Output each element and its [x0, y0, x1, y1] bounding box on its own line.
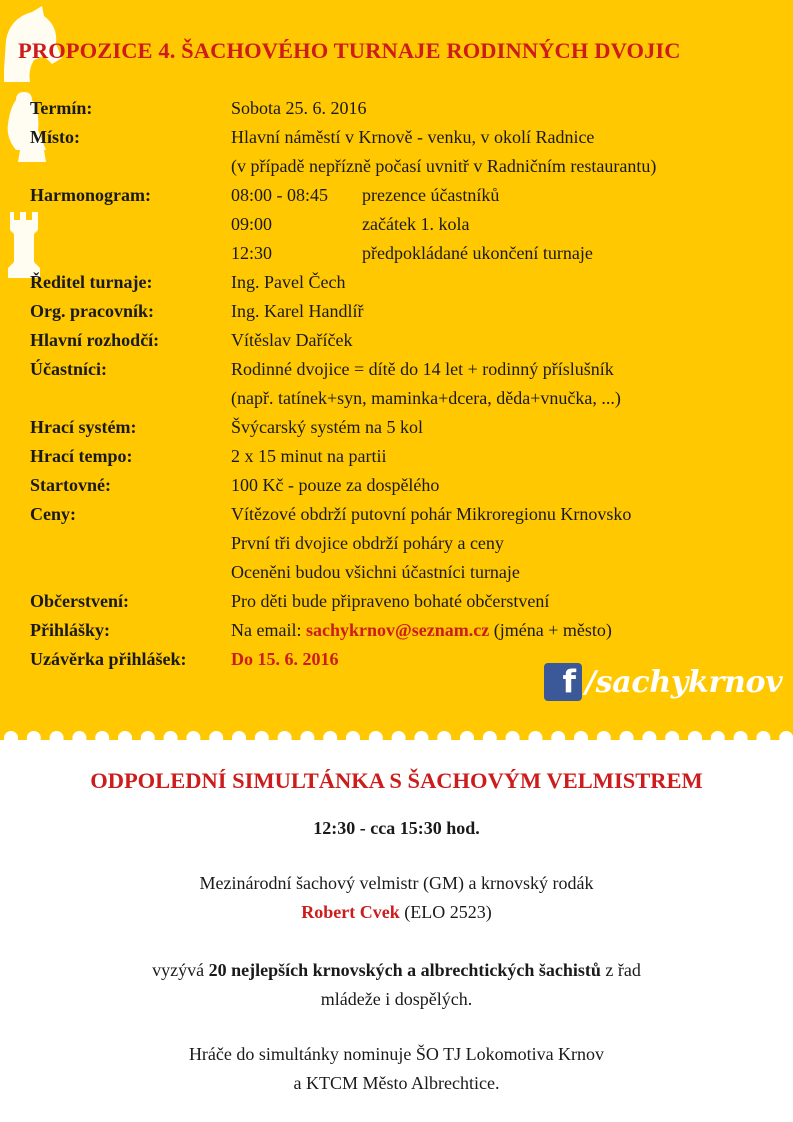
value-org: Ing. Karel Handlíř	[231, 301, 364, 321]
facebook-handle: /sachykrnov	[585, 664, 783, 700]
value-ceny-2: První tři dvojice obdrží poháry a ceny	[231, 533, 504, 553]
gm-name: Robert Cvek	[301, 902, 400, 922]
scallop-dot	[50, 731, 64, 745]
schedule-time: 12:30	[231, 243, 273, 263]
row-termin	[30, 94, 785, 123]
schedule-text: předpokládané ukončení turnaje	[362, 243, 593, 263]
scallop-dot	[734, 731, 748, 745]
value-misto-1: Hlavní náměstí v Krnově - venku, v okolí Radnice	[231, 127, 595, 147]
row-org	[30, 297, 785, 326]
scallop-dot	[4, 731, 18, 745]
simul-nominate-1: Hráče do simultánky nominuje ŠO TJ Lokomotiva Krnov	[188, 1044, 605, 1064]
schedule-time: 08:00 - 08:45	[231, 185, 328, 205]
scallop-dot	[392, 731, 406, 745]
label-obcerstveni: Občerstvení:	[30, 591, 129, 611]
value-startovne: 100 Kč - pouze za dospělého	[231, 475, 440, 495]
simul-gm	[0, 902, 793, 923]
scallop-dot	[574, 731, 588, 745]
call-pre: vyzývá	[152, 960, 209, 980]
row-prihlasky	[30, 616, 785, 645]
simul-nominate-2: a KTCM Město Albrechtice.	[293, 1073, 500, 1093]
value-ucastnici-1: Rodinné dvojice = dítě do 14 let + rodinný příslušník	[231, 359, 614, 379]
value-prihlasky	[231, 616, 785, 645]
scallop-dot	[665, 731, 679, 745]
label-system: Hrací systém:	[30, 417, 137, 437]
scallop-dot	[323, 731, 337, 745]
value-termin: Sobota 25. 6. 2016	[231, 98, 367, 118]
call-bold-1: 20 nejlepších krnovských a albrechtických	[208, 960, 539, 980]
simul-time: 12:30 - cca 15:30 hod.	[313, 818, 480, 838]
label-termin: Termín:	[30, 98, 93, 118]
value-tempo: 2 x 15 minut na partii	[231, 446, 387, 466]
tournament-details	[30, 94, 785, 674]
facebook-icon: f	[544, 663, 582, 701]
email-link[interactable]: sachykrnov@seznam.cz	[305, 620, 490, 640]
scallop-dot	[346, 731, 360, 745]
schedule-item	[231, 239, 785, 268]
scallop-dot	[72, 731, 86, 745]
value-ceny-3: Oceněni budou všichni účastníci turnaje	[231, 562, 520, 582]
facebook-link[interactable]	[544, 663, 782, 701]
scallop-dot	[620, 731, 634, 745]
row-misto	[30, 123, 785, 181]
label-ceny: Ceny:	[30, 504, 76, 524]
label-harmonogram: Harmonogram:	[30, 185, 151, 205]
row-tempo	[30, 442, 785, 471]
call-bold-2: šachistů	[538, 960, 601, 980]
scallop-dot	[95, 731, 109, 745]
scallop-dot	[232, 731, 246, 745]
row-system	[30, 413, 785, 442]
scallop-dot	[369, 731, 383, 745]
scalloped-border	[0, 726, 793, 754]
scallop-dot	[711, 731, 725, 745]
scallop-dot	[209, 731, 223, 745]
schedule-item	[231, 181, 785, 210]
scallop-dot	[597, 731, 611, 745]
scallop-dot	[300, 731, 314, 745]
value-ucastnici-2: (např. tatínek+syn, maminka+dcera, děda+vnučka, ...)	[231, 388, 621, 408]
simul-call	[0, 960, 793, 981]
scallop-dot	[756, 731, 770, 745]
label-prihlasky: Přihlášky:	[30, 620, 111, 640]
scallop-dot	[506, 731, 520, 745]
label-rozhodci: Hlavní rozhodčí:	[30, 330, 160, 350]
label-ucastnici: Účastníci:	[30, 359, 107, 379]
gm-elo: (ELO 2523)	[399, 902, 492, 922]
value-rozhodci: Vítěslav Daříček	[231, 330, 353, 350]
value-ceny-1: Vítězové obdrží putovní pohár Mikroregionu Krnovsko	[231, 504, 632, 524]
row-reditel	[30, 268, 785, 297]
email-prefix: Na email:	[231, 620, 306, 640]
value-system: Švýcarský systém na 5 kol	[231, 417, 423, 437]
value-uzaverka: Do 15. 6. 2016	[231, 649, 339, 669]
scallop-dot	[164, 731, 178, 745]
label-tempo: Hrací tempo:	[30, 446, 133, 466]
label-uzaverka: Uzávěrka přihlášek:	[30, 649, 187, 669]
scallop-dot	[118, 731, 132, 745]
scallop-dot	[141, 731, 155, 745]
scallop-dot	[483, 731, 497, 745]
simul-title: ODPOLEDNÍ SIMULTÁNKA S ŠACHOVÝM VELMISTREM	[90, 768, 703, 793]
scallop-dot	[528, 731, 542, 745]
row-rozhodci	[30, 326, 785, 355]
scallop-dot	[688, 731, 702, 745]
row-startovne	[30, 471, 785, 500]
schedule-text: prezence účastníků	[362, 185, 500, 205]
tournament-title: PROPOZICE 4. ŠACHOVÉHO TURNAJE RODINNÝCH DVOJIC	[18, 38, 681, 63]
call-post: z řad	[600, 960, 641, 980]
schedule-text: začátek 1. kola	[362, 214, 470, 234]
email-suffix: (jména + město)	[489, 620, 612, 640]
scallop-dot	[255, 731, 269, 745]
value-misto-2: (v případě nepřízně počasí uvnitř v Radničním restaurantu)	[231, 156, 657, 176]
scallop-dot	[414, 731, 428, 745]
row-ucastnici	[30, 355, 785, 413]
label-misto: Místo:	[30, 127, 80, 147]
simul-call-2: mládeže i dospělých.	[320, 989, 473, 1009]
label-startovne: Startovné:	[30, 475, 111, 495]
value-obcerstveni: Pro děti bude připraveno bohaté občerstvení	[231, 591, 550, 611]
scallop-dot	[551, 731, 565, 745]
scallop-dot	[437, 731, 451, 745]
scallop-dot	[779, 731, 793, 745]
row-obcerstveni	[30, 587, 785, 616]
schedule-item	[231, 210, 785, 239]
label-org: Org. pracovník:	[30, 301, 154, 321]
scallop-dot	[642, 731, 656, 745]
row-ceny	[30, 500, 785, 587]
label-reditel: Ředitel turnaje:	[30, 272, 153, 292]
scallop-dot	[27, 731, 41, 745]
scallop-dot	[460, 731, 474, 745]
value-reditel: Ing. Pavel Čech	[231, 272, 346, 292]
scallop-dot	[278, 731, 292, 745]
scallop-dot	[186, 731, 200, 745]
simul-intro: Mezinárodní šachový velmistr (GM) a krnovský rodák	[199, 873, 594, 893]
row-harmonogram	[30, 181, 785, 268]
schedule-time: 09:00	[231, 214, 273, 234]
